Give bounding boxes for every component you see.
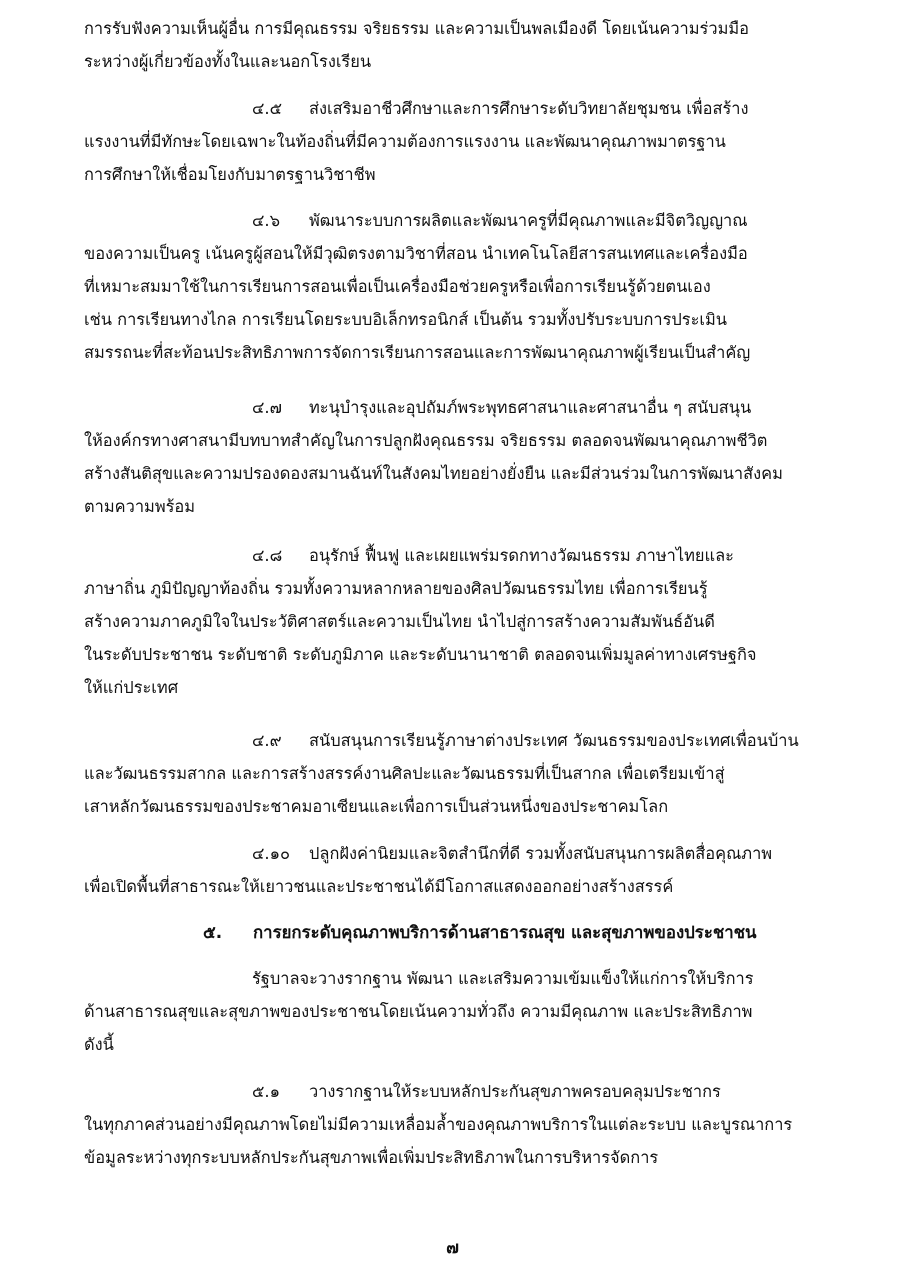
paragraph-line: การรับฟังความเห็นผู้อื่น การมีคุณธรรม จริยธรรม และความเป็นพลเมืองดี โดยเน้นความร่วมมือ xyxy=(84,19,750,38)
paragraph-line: ให้องค์กรทางศาสนามีบทบาทสำคัญในการปลูกฝังคุณธรรม จริยธรรม ตลอดจนพัฒนาคุณภาพชีวิต xyxy=(84,431,768,450)
paragraph-line: ส่งเสริมอาชีวศึกษาและการศึกษาระดับวิทยาลัยชุมชน เพื่อสร้าง xyxy=(309,99,749,118)
paragraph-line: ให้แก่ประเทศ xyxy=(84,678,179,697)
paragraph-line: เสาหลักวัฒนธรรมของประชาคมอาเซียนและเพื่อการเป็นส่วนหนึ่งของประชาคมโลก xyxy=(84,797,669,816)
item-4-10 xyxy=(84,837,854,903)
paragraph-line: ในระดับประชาชน ระดับชาติ ระดับภูมิภาค และระดับนานาชาติ ตลอดจนเพิ่มมูลค่าทางเศรษฐกิจ xyxy=(84,645,757,664)
paragraph-line: ด้านสาธารณสุขและสุขภาพของประชาชนโดยเน้นความทั่วถึง ความมีคุณภาพ และประสิทธิภาพ xyxy=(84,1002,753,1021)
paragraph-line: ตามความพร้อม xyxy=(84,497,196,516)
paragraph-line: ในทุกภาคส่วนอย่างมีคุณภาพโดยไม่มีความเหลื่อมล้ำของคุณภาพบริการในแต่ละระบบ และบูรณาการ xyxy=(84,1115,793,1134)
paragraph-line: ภาษาถิ่น ภูมิปัญญาท้องถิ่น รวมทั้งความหลากหลายของศิลปวัฒนธรรมไทย เพื่อการเรียนรู้ xyxy=(84,579,708,598)
paragraph-line: ที่เหมาะสมมาใช้ในการเรียนการสอนเพื่อเป็นเครื่องมือช่วยครูหรือเพื่อการเรียนรู้ด้วยตนเอง xyxy=(84,277,711,296)
paragraph-line: ของความเป็นครู เน้นครูผู้สอนให้มีวุฒิตรงตามวิชาที่สอน นำเทคโนโลยีสารสนเทศและเครื่องมือ xyxy=(84,244,748,263)
paragraph-line: สนับสนุนการเรียนรู้ภาษาต่างประเทศ วัฒนธรรมของประเทศเพื่อนบ้าน xyxy=(309,731,799,750)
paragraph-line: แรงงานที่มีทักษะโดยเฉพาะในท้องถิ่นที่มีความต้องการแรงงาน และพัฒนาคุณภาพมาตรฐาน xyxy=(84,132,726,151)
paragraph-line: เพื่อเปิดพื้นที่สาธารณะให้เยาวชนและประชาชนได้มีโอกาสแสดงออกอย่างสร้างสรรค์ xyxy=(84,877,674,896)
item-4-5 xyxy=(84,92,854,191)
paragraph-line: พัฒนาระบบการผลิตและพัฒนาครูที่มีคุณภาพและมีจิตวิญญาณ xyxy=(309,211,748,230)
item-number: ๔.๑๐ xyxy=(252,844,291,863)
item-number: ๔.๖ xyxy=(252,211,281,230)
paragraph-line: วางรากฐานให้ระบบหลักประกันสุขภาพครอบคลุมประชากร xyxy=(309,1082,721,1101)
paragraph-line: ปลูกฝังค่านิยมและจิตสำนึกที่ดี รวมทั้งสนับสนุนการผลิตสื่อคุณภาพ xyxy=(309,844,773,863)
item-4-6 xyxy=(84,204,854,369)
paragraph-line: การศึกษาให้เชื่อมโยงกับมาตรฐานวิชาชีพ xyxy=(84,165,376,184)
paragraph-line: เช่น การเรียนทางไกล การเรียนโดยระบบอิเล็กทรอนิกส์ เป็นต้น รวมทั้งปรับระบบการประเมิน xyxy=(84,310,728,329)
item-4-8 xyxy=(84,539,854,704)
item-number: ๔.๙ xyxy=(252,731,282,750)
item-number: ๔.๗ xyxy=(252,398,282,417)
paragraph-line: ดังนี้ xyxy=(84,1035,114,1054)
paragraph-line: สร้างสันติสุขและความปรองดองสมานฉันท์ในสังคมไทยอย่างยั่งยืน และมีส่วนร่วมในการพัฒนาสังคม xyxy=(84,464,783,483)
section-heading xyxy=(203,916,863,949)
paragraph-line: และวัฒนธรรมสากล และการสร้างสรรค์งานศิลปะและวัฒนธรรมที่เป็นสากล เพื่อเตรียมเข้าสู่ xyxy=(84,764,725,783)
paragraph-line: สมรรถนะที่สะท้อนประสิทธิภาพการจัดการเรียนการสอนและการพัฒนาคุณภาพผู้เรียนเป็นสำคัญ xyxy=(84,343,751,362)
section-intro xyxy=(84,962,854,1061)
item-5-1 xyxy=(84,1075,854,1174)
paragraph-line: รัฐบาลจะวางรากฐาน พัฒนา และเสริมความเข้มแข็งให้แก่การให้บริการ xyxy=(252,969,754,988)
page-number: ๗ xyxy=(446,1238,459,1258)
intro-paragraph xyxy=(84,12,854,78)
item-4-9 xyxy=(84,724,854,823)
section-title: การยกระดับคุณภาพบริการด้านสาธารณสุข และสุขภาพของประชาชน xyxy=(253,922,757,942)
paragraph-line: ข้อมูลระหว่างทุกระบบหลักประกันสุขภาพเพื่อเพิ่มประสิทธิภาพในการบริหารจัดการ xyxy=(84,1148,659,1167)
paragraph-line: ระหว่างผู้เกี่ยวข้องทั้งในและนอกโรงเรียน xyxy=(84,52,372,71)
paragraph-line: ทะนุบำรุงและอุปถัมภ์พระพุทธศาสนาและศาสนาอื่น ๆ สนับสนุน xyxy=(309,398,752,417)
item-4-7 xyxy=(84,391,854,523)
paragraph-line: สร้างความภาคภูมิใจในประวัติศาสตร์และความเป็นไทย นำไปสู่การสร้างความสัมพันธ์อันดี xyxy=(84,612,715,631)
paragraph-line: อนุรักษ์ ฟื้นฟู และเผยแพร่มรดกทางวัฒนธรรม ภาษาไทยและ xyxy=(309,546,734,565)
item-number: ๕.๑ xyxy=(252,1082,281,1101)
section-number: ๕. xyxy=(203,922,223,942)
item-number: ๔.๕ xyxy=(252,99,283,118)
item-number: ๔.๘ xyxy=(252,546,283,565)
